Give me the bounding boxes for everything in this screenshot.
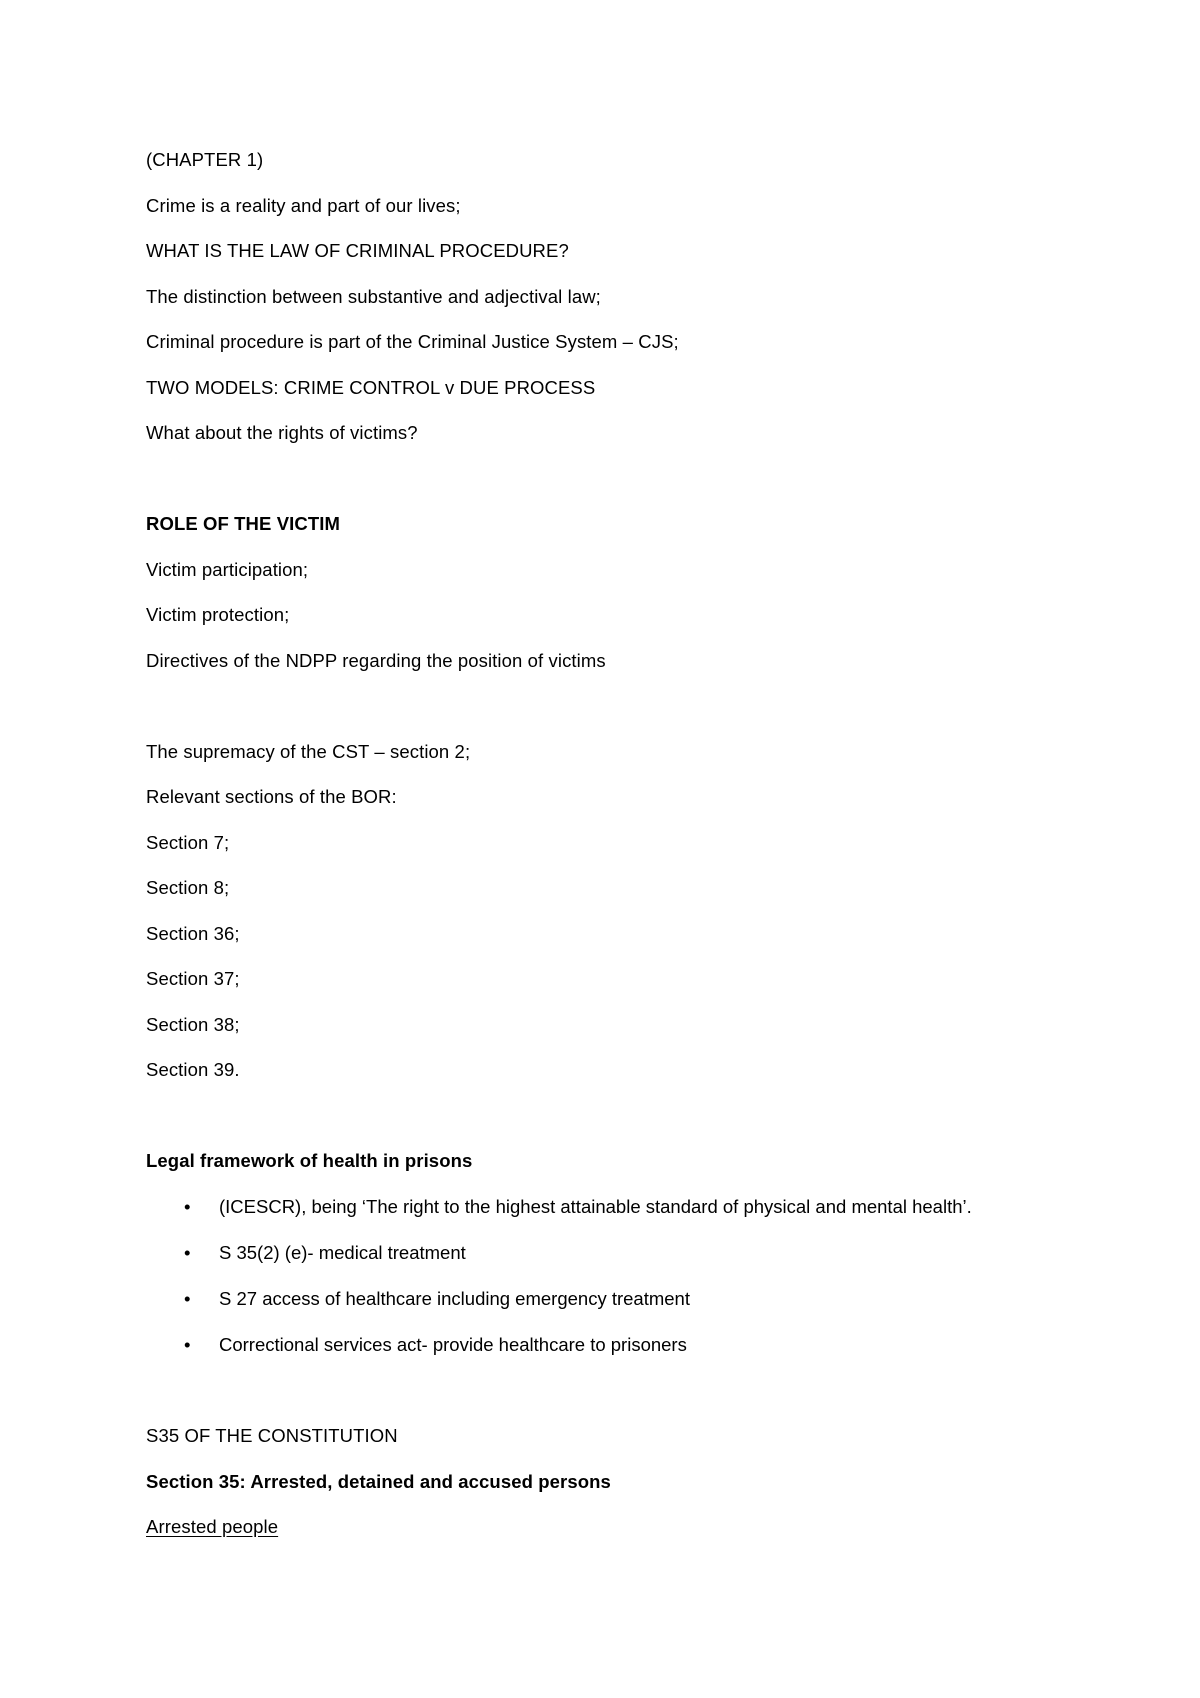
list-item-text: S 35(2) (e)- medical treatment [219,1242,466,1263]
health-framework-heading: Legal framework of health in prisons [146,1150,473,1171]
section-item: Section 7; [146,832,230,853]
bullet-icon: • [184,1242,191,1263]
section-35-heading: Section 35: Arrested, detained and accused persons [146,1471,611,1492]
list-item-text: (ICESCR), being ‘The right to the highest attainable standard of physical and mental health’. [219,1196,972,1217]
section-item: Section 8; [146,877,230,898]
section-item: Section 39. [146,1059,240,1080]
list-item-text: Correctional services act- provide healthcare to prisoners [219,1334,687,1355]
chapter-label: (CHAPTER 1) [146,149,264,170]
section-item: Section 36; [146,923,240,944]
ndpp-directives-text: Directives of the NDPP regarding the position of victims [146,650,606,671]
distinction-text: The distinction between substantive and adjectival law; [146,286,601,307]
law-question-heading: WHAT IS THE LAW OF CRIMINAL PROCEDURE? [146,240,569,261]
cjs-text: Criminal procedure is part of the Criminal Justice System – CJS; [146,331,679,352]
crime-reality-text: Crime is a reality and part of our lives; [146,195,461,216]
bullet-icon: • [184,1196,191,1217]
victim-participation-text: Victim participation; [146,559,309,580]
bullet-icon: • [184,1334,191,1355]
list-item-text: S 27 access of healthcare including emergency treatment [219,1288,690,1309]
arrested-people-subheading: Arrested people [146,1516,279,1537]
relevant-sections-text: Relevant sections of the BOR: [146,786,397,807]
supremacy-text: The supremacy of the CST – section 2; [146,741,471,762]
role-of-victim-heading: ROLE OF THE VICTIM [146,513,340,534]
section-item: Section 38; [146,1014,240,1035]
victims-rights-text: What about the rights of victims? [146,422,418,443]
s35-constitution-heading: S35 OF THE CONSTITUTION [146,1425,398,1446]
bullet-icon: • [184,1288,191,1309]
two-models-text: TWO MODELS: CRIME CONTROL v DUE PROCESS [146,377,596,398]
section-item: Section 37; [146,968,240,989]
victim-protection-text: Victim protection; [146,604,290,625]
